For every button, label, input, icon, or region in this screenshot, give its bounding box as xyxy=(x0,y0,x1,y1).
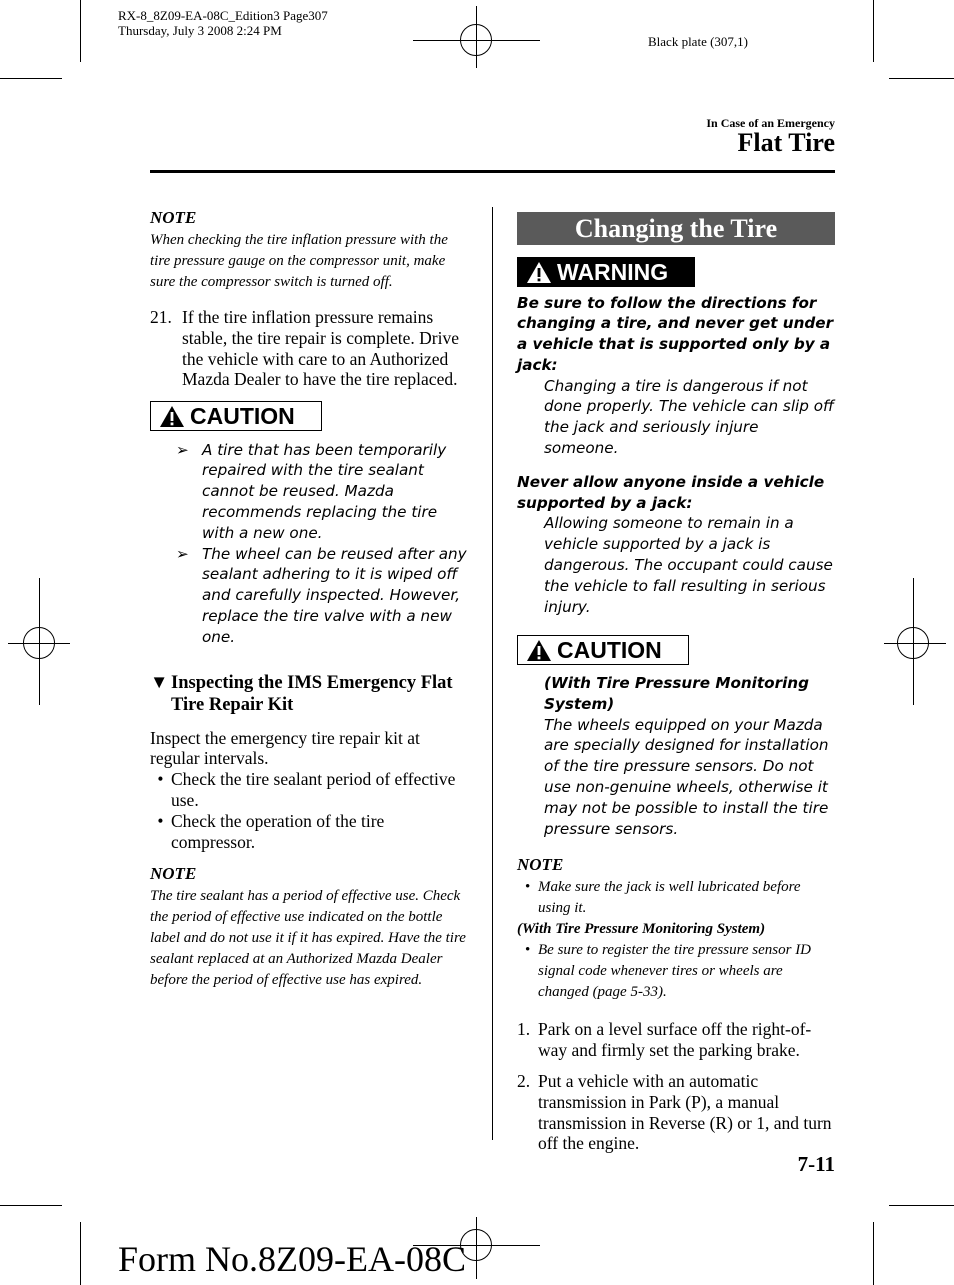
caution-item xyxy=(150,544,468,648)
plate-label: Black plate (307,1) xyxy=(648,34,748,49)
step-number: 1. xyxy=(517,1019,531,1040)
warning-heading: Never allow anyone inside a vehicle supported by a jack: xyxy=(517,472,825,512)
caution-badge xyxy=(150,401,322,431)
caution-block xyxy=(517,635,835,839)
inspect-intro: Inspect the emergency tire repair kit at regular intervals. xyxy=(150,727,420,769)
step-number: 21. xyxy=(150,307,172,327)
list-item xyxy=(150,811,468,853)
page-title: Flat Tire xyxy=(737,128,835,157)
subheading-text: Inspecting the IMS Emergency Flat Tire Repair Kit xyxy=(171,672,453,715)
note-text: When checking the tire inflation pressure with the tire pressure gauge on the compressor unit, make sure the compressor switch is turned off. xyxy=(150,232,448,290)
step-1 xyxy=(517,1019,835,1061)
triangle-down-icon: ▼ xyxy=(150,672,169,693)
bullet-icon: • xyxy=(157,810,164,831)
caution-label: CAUTION xyxy=(557,636,662,663)
warning-badge xyxy=(517,257,695,287)
inspect-list xyxy=(150,769,468,852)
bullet-icon: • xyxy=(524,879,531,896)
header-rule xyxy=(150,170,835,173)
step-2 xyxy=(517,1071,835,1154)
left-column xyxy=(150,208,468,991)
warning-block xyxy=(517,257,835,617)
print-header-file: RX-8_8Z09-EA-08C_Edition3 Page307 xyxy=(118,8,328,23)
step-text: Park on a level surface off the right-of-way and firmly set the parking brake. xyxy=(538,1019,812,1061)
step-text: Put a vehicle with an automatic transmission in Park (P), a manual transmission in Reverse (R) or 1, and turn off the engine. xyxy=(538,1070,832,1154)
section-banner: Changing the Tire xyxy=(517,212,835,245)
note-title: NOTE xyxy=(150,864,197,884)
arrow-bullet-icon: ➢ xyxy=(176,544,189,563)
caution-block xyxy=(150,401,468,647)
caution-item-text: A tire that has been temporarily repaired with the tire sealant cannot be reused. Mazda recommends replacing the tire with a new one. xyxy=(202,440,447,542)
warning-text: Allowing someone to remain in a vehicle supported by a jack is dangerous. The occupant could cause the vehicle to fall resulting in serious injury. xyxy=(544,514,833,616)
column-divider xyxy=(492,207,493,1140)
caution-text: The wheels equipped on your Mazda are specially designed for installation of the tire pressure sensors. Do not use non-genuine wheels, otherwise it may not be possible to install the tire pressure sensors. xyxy=(544,715,829,838)
list-item xyxy=(150,769,468,811)
note-title: NOTE xyxy=(150,208,197,227)
list-item-text: Make sure the jack is well lubricated before using it. xyxy=(538,879,801,917)
list-item-text: Check the tire sealant period of effective use. xyxy=(171,769,456,811)
note-list xyxy=(517,877,835,1003)
note-subheading: (With Tire Pressure Monitoring System) xyxy=(517,921,766,938)
print-header-date: Thursday, July 3 2008 2:24 PM xyxy=(118,23,282,38)
caution-item-text: The wheel can be reused after any sealant adhering to it is wiped off and carefully inspected. However, replace the tire valve with a new one. xyxy=(202,544,467,646)
bullet-icon: • xyxy=(524,942,531,959)
list-item-text: Be sure to register the tire pressure sensor ID signal code whenever tires or wheels are changed (page 5-33). xyxy=(538,942,812,1001)
caution-badge xyxy=(517,635,689,665)
right-column xyxy=(517,212,835,1154)
list-item xyxy=(517,940,835,1003)
note-title: NOTE xyxy=(517,855,564,875)
caution-heading: (With Tire Pressure Monitoring System) xyxy=(544,673,809,713)
step-number: 2. xyxy=(517,1070,531,1091)
warning-text: Changing a tire is dangerous if not done properly. The vehicle can slip off the jack and seriously injure someone. xyxy=(544,376,834,458)
bullet-icon: • xyxy=(157,769,164,790)
page-number: 7-11 xyxy=(797,1152,835,1176)
print-header xyxy=(118,8,328,38)
warning-triangle-icon xyxy=(526,639,552,662)
arrow-bullet-icon: ➢ xyxy=(176,440,189,459)
list-item xyxy=(517,877,835,919)
subheading xyxy=(150,672,468,716)
warning-label: WARNING xyxy=(557,258,669,285)
section-label: In Case of an Emergency xyxy=(706,116,835,130)
note-text: The tire sealant has a period of effective use. Check the period of effective use indicated on the bottle label and do not use it if it has expired. Have the tire sealant replaced at an Authorized Mazda Dealer before the period of effective use has expired. xyxy=(150,888,466,989)
warning-triangle-icon xyxy=(526,261,552,284)
warning-heading: Be sure to follow the directions for changing a tire, and never get under a vehicle that is supported only by a jack: xyxy=(517,293,834,374)
caution-label: CAUTION xyxy=(190,402,295,429)
footer-form-number: Form No.8Z09-EA-08C xyxy=(118,1239,466,1279)
step-text: If the tire inflation pressure remains stable, the tire repair is complete. Drive the vehicle with care to an Authorized Mazda Dealer to have the tire replaced. xyxy=(182,307,459,390)
caution-item xyxy=(150,440,468,544)
warning-triangle-icon xyxy=(159,405,185,428)
list-item-text: Check the operation of the tire compressor. xyxy=(171,810,385,852)
step-21 xyxy=(150,307,468,390)
